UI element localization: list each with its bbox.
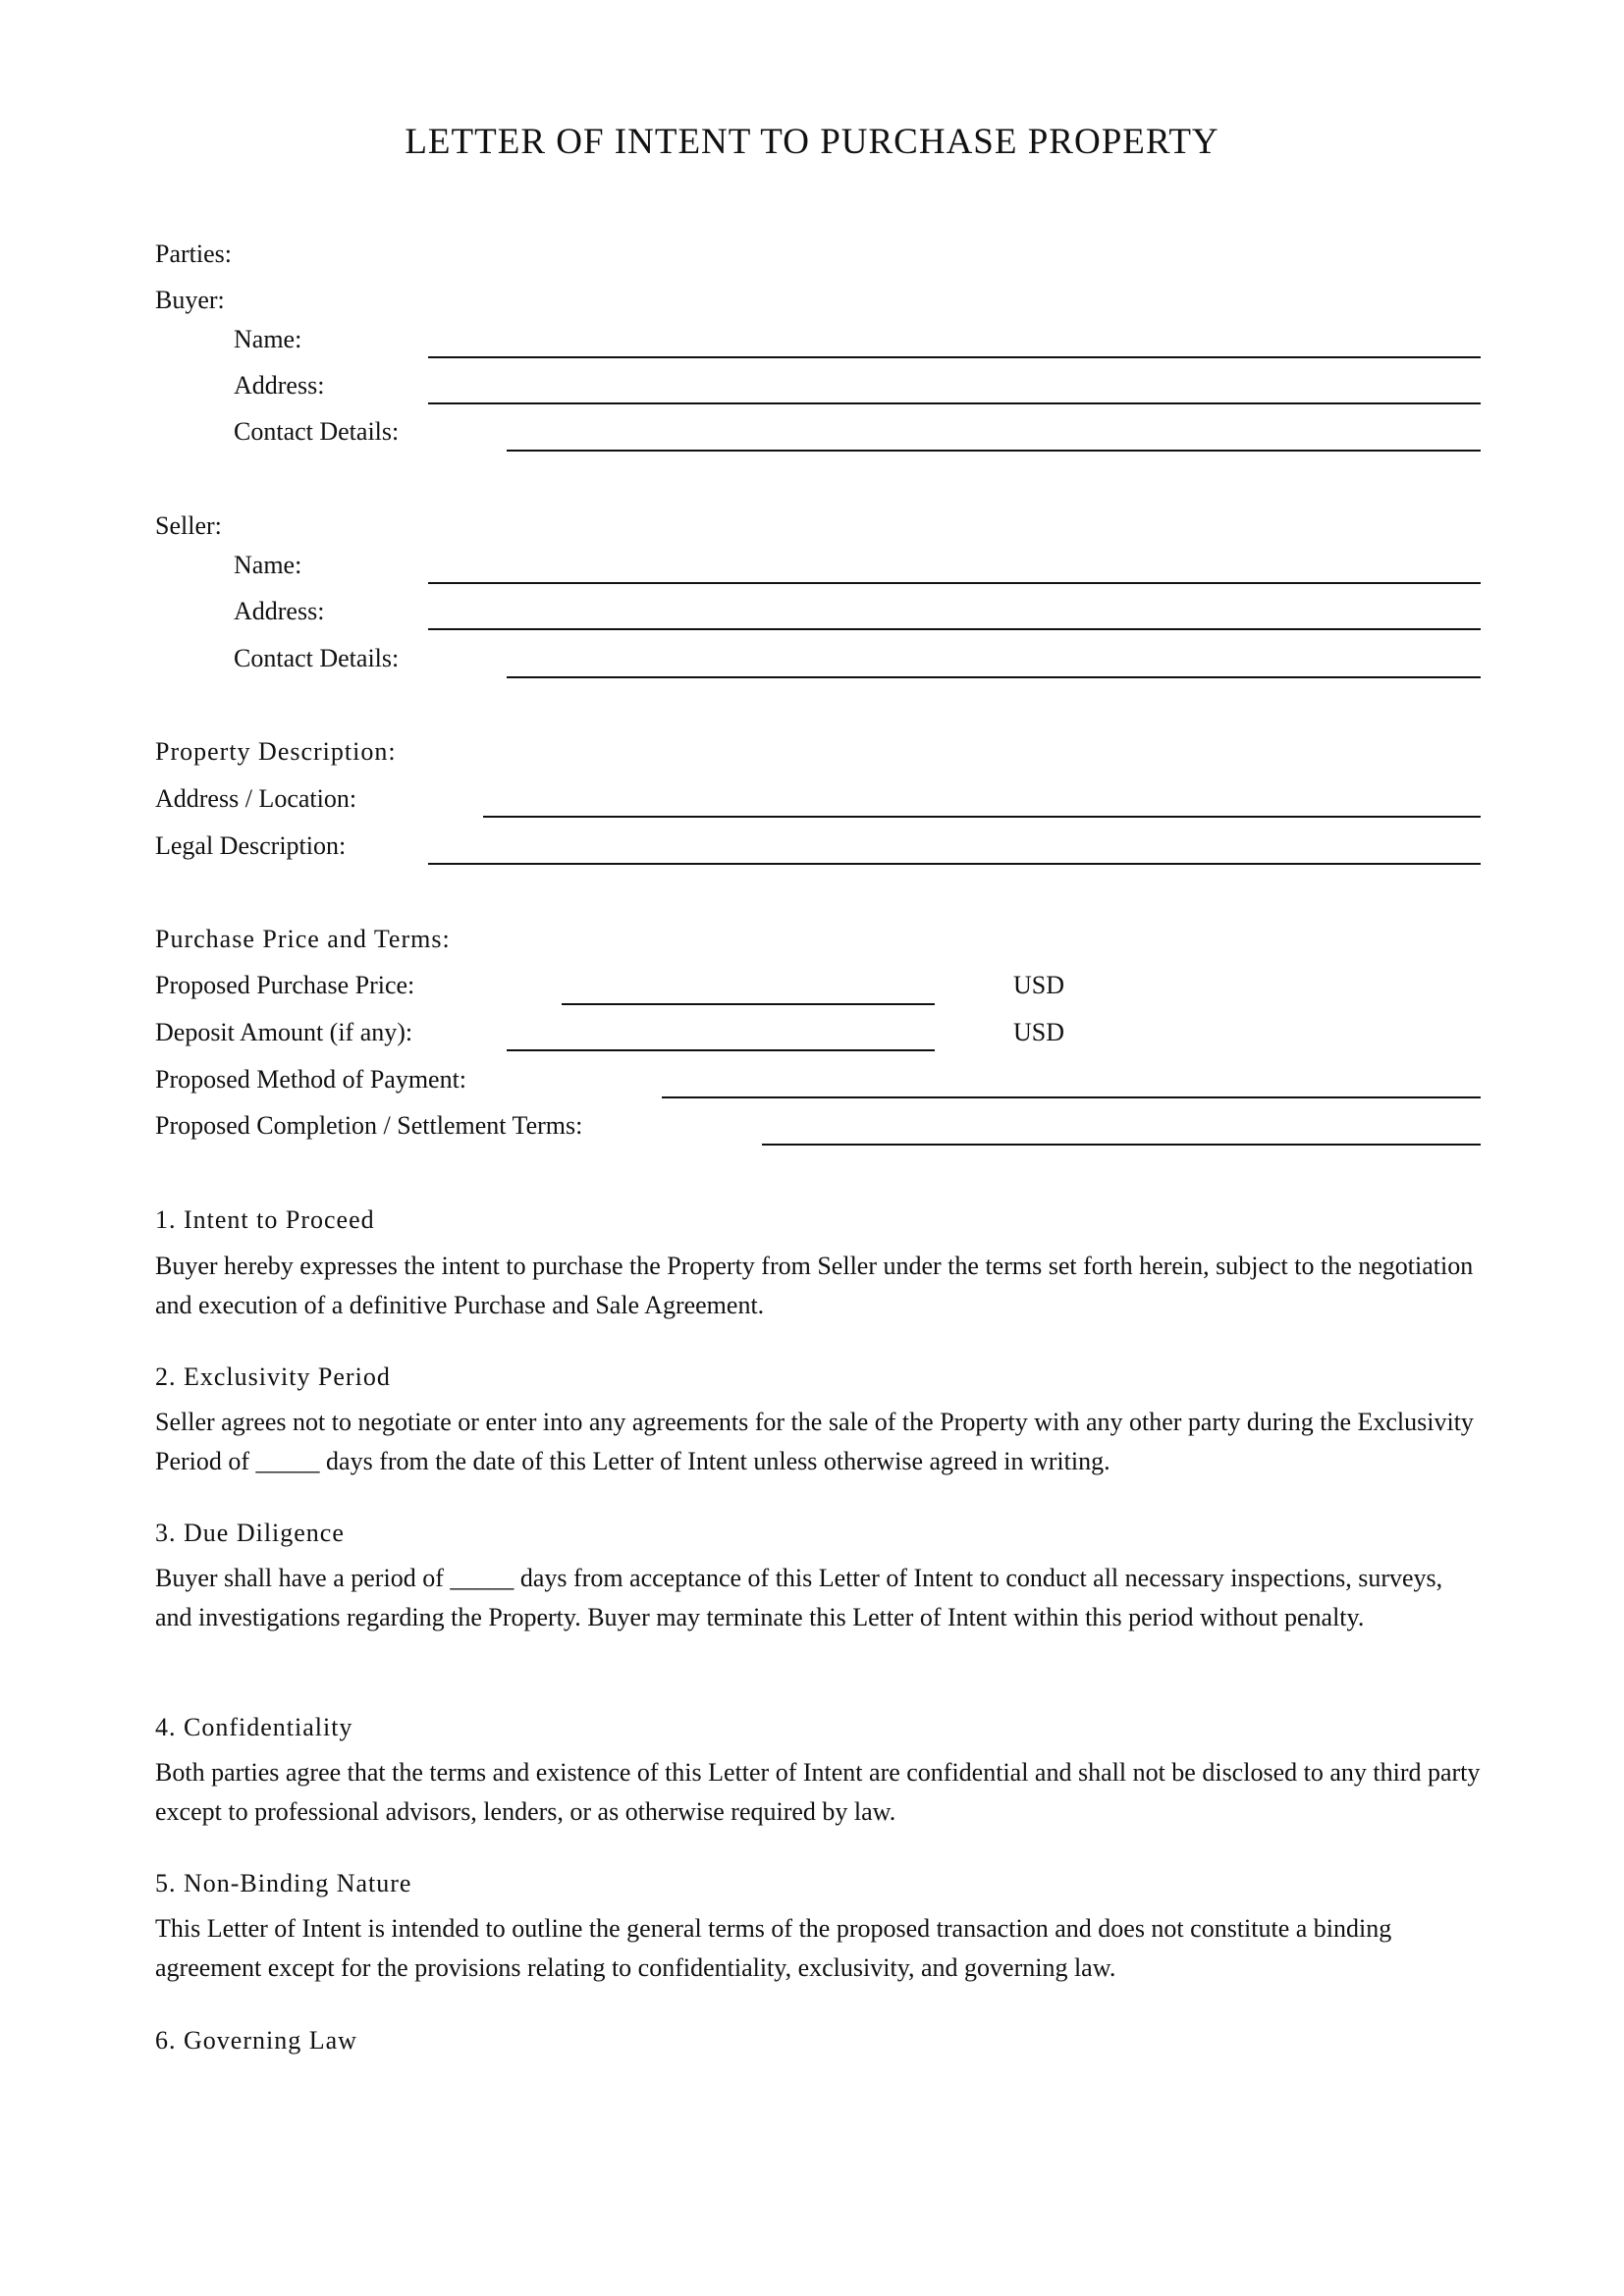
seller-label: Seller:	[155, 511, 222, 540]
buyer-address-line[interactable]	[428, 402, 1481, 404]
purchase-price-label: Proposed Purchase Price:	[155, 971, 415, 999]
buyer-contact-label: Contact Details:	[234, 417, 400, 446]
property-legal-line[interactable]	[428, 863, 1481, 865]
purchase-price-currency: USD	[1013, 971, 1065, 999]
payment-method-line[interactable]	[662, 1096, 1481, 1098]
seller-contact-label: Contact Details:	[234, 644, 400, 672]
section-heading-non-binding: 5. Non-Binding Nature	[155, 1869, 412, 1897]
purchase-price-line[interactable]	[562, 1003, 935, 1005]
section-heading-governing-law: 6. Governing Law	[155, 2026, 357, 2055]
document-title: LETTER OF INTENT TO PURCHASE PROPERTY	[405, 122, 1219, 162]
section-body-non-binding: This Letter of Intent is intended to outline the general terms of the proposed transaction and does not constitute a binding agreement except for the provisions relating to confidentiality, exclusivity, and governing law.	[155, 1914, 1398, 1982]
deposit-currency: USD	[1013, 1018, 1065, 1046]
deposit-line[interactable]	[507, 1049, 935, 1051]
seller-contact-line[interactable]	[507, 676, 1481, 678]
section-body-due-diligence: Buyer shall have a period of _____ days from acceptance of this Letter of Intent to conduct all necessary inspections, surveys, and investigations regarding the Property. Buyer may terminate this Letter of Intent within this period without penalty.	[155, 1564, 1449, 1631]
buyer-name-label: Name:	[234, 325, 302, 353]
buyer-contact-line[interactable]	[507, 450, 1481, 452]
section-body-confidentiality: Both parties agree that the terms and existence of this Letter of Intent are confidential and shall not be disclosed to any third party except to professional advisors, lenders, or as otherwise required by law.	[155, 1758, 1487, 1826]
section-heading-due-diligence: 3. Due Diligence	[155, 1519, 345, 1547]
payment-method-label: Proposed Method of Payment:	[155, 1065, 467, 1094]
completion-terms-line[interactable]	[762, 1144, 1481, 1146]
buyer-label: Buyer:	[155, 286, 225, 314]
seller-name-label: Name:	[234, 551, 302, 579]
seller-name-line[interactable]	[428, 582, 1481, 584]
section-heading-intent: 1. Intent to Proceed	[155, 1205, 375, 1234]
buyer-address-label: Address:	[234, 371, 325, 400]
section-heading-confidentiality: 4. Confidentiality	[155, 1713, 353, 1741]
property-address-label: Address / Location:	[155, 784, 357, 813]
buyer-name-line[interactable]	[428, 356, 1481, 358]
seller-address-label: Address:	[234, 597, 325, 625]
section-body-intent: Buyer hereby expresses the intent to purchase the Property from Seller under the terms set forth herein, subject to the negotiation and execution of a definitive Purchase and Sale Agreement.	[155, 1252, 1480, 1319]
property-heading: Property Description:	[155, 737, 397, 766]
section-heading-exclusivity: 2. Exclusivity Period	[155, 1362, 391, 1391]
section-body-exclusivity: Seller agrees not to negotiate or enter into any agreements for the sale of the Property with any other party during the Exclusivity Period of _____ days from the date of this Letter of Intent unless otherwise agreed in writing.	[155, 1408, 1481, 1475]
terms-heading: Purchase Price and Terms:	[155, 925, 451, 953]
deposit-label: Deposit Amount (if any):	[155, 1018, 413, 1046]
seller-address-line[interactable]	[428, 628, 1481, 630]
property-address-line[interactable]	[483, 816, 1481, 818]
property-legal-label: Legal Description:	[155, 831, 347, 860]
completion-terms-label: Proposed Completion / Settlement Terms:	[155, 1111, 583, 1140]
parties-label: Parties:	[155, 240, 232, 268]
